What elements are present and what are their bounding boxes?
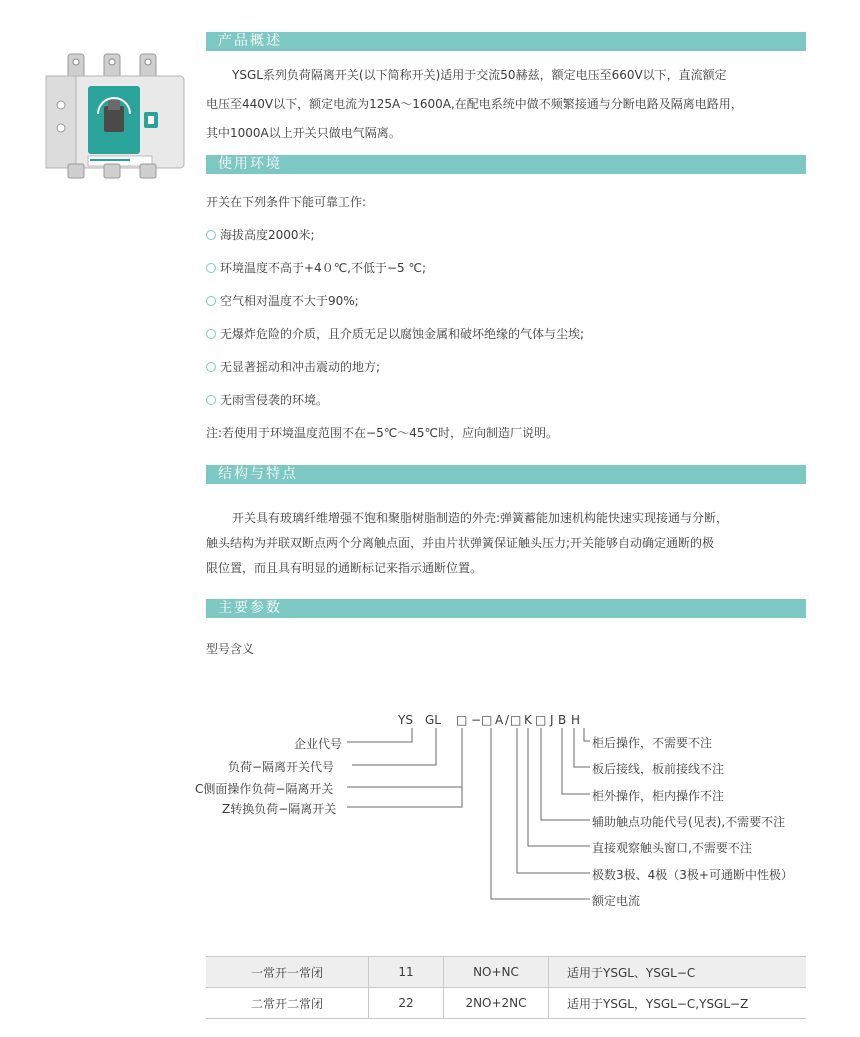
structure-line-1: 开关具有玻璃纤维增强不饱和聚脂树脂制造的外壳:弹簧蓄能加速机构能快速实现接通与分断， [232, 511, 729, 525]
label-rated-current: 额定电流 [592, 894, 641, 908]
code-ys: YS [398, 713, 413, 727]
label-aux-contact: 辅助触点功能代号(见表),不需要不注 [592, 815, 786, 829]
code-k: K [524, 713, 532, 727]
code-box-poles: □ [510, 713, 522, 727]
label-rear-operation: 柜后操作，不需要不注 [592, 736, 713, 750]
overview-line-2: 电压至440V以下，额定电流为125A～1600A,在配电系统中做不频繁接通与分断电路及隔离电路用， [206, 97, 743, 111]
environment-item-text: 无爆炸危险的介质，且介质无足以腐蚀金属和破坏绝缘的气体与尘埃; [220, 327, 585, 341]
label-side-operation: C侧面操作负荷−隔离开关 [195, 782, 334, 796]
code-slash: / [505, 713, 510, 727]
label-poles: 极数3极、4极（3极+可通断中性极） [592, 868, 793, 882]
label-outside-operation: 柜外操作，柜内操作不注 [592, 789, 725, 803]
section-title: 主要参数 [218, 600, 282, 616]
table-cell: 适用于YSGL，YSGL−C,YSGL−Z [549, 988, 807, 1019]
table-cell: 二常开二常闭 [206, 988, 369, 1019]
aux-contact-table [206, 956, 806, 1019]
code-box-current: □ [481, 713, 493, 727]
code-h: H [571, 713, 581, 727]
table-cell: 22 [369, 988, 444, 1019]
section-title: 使用环境 [218, 156, 282, 172]
label-changeover: Z转换负荷−隔离开关 [222, 802, 337, 816]
label-view-window: 直接观察触头窗口,不需要不注 [592, 841, 752, 855]
section-title: 结构与特点 [218, 466, 298, 482]
environment-intro: 开关在下列条件下能可靠工作: [206, 195, 367, 209]
code-box-aux: □ [535, 713, 547, 727]
code-j: J [550, 713, 554, 727]
environment-item-text: 空气相对温度不大于90%; [220, 294, 359, 308]
table-row [206, 988, 806, 1019]
table-cell: 适用于YSGL、YSGL−C [549, 957, 807, 988]
label-company-code: 企业代号 [294, 737, 343, 751]
code-box-frame: □ [456, 713, 468, 727]
code-a: A [495, 713, 504, 727]
label-switch-code: 负荷−隔离开关代号 [228, 760, 335, 774]
structure-line-2: 触头结构为并联双断点两个分离触点面，并由片状弹簧保证触头压力;开关能够自动确定通断的极 [206, 536, 715, 550]
table-cell: 一常开一常闭 [206, 957, 369, 988]
overview-line-1: YSGL系列负荷隔离开关(以下简称开关)适用于交流50赫兹，额定电压至660V以下，直流额定 [232, 68, 727, 82]
section-title: 产品概述 [218, 33, 282, 49]
code-gl: GL [425, 713, 441, 727]
table-cell: 11 [369, 957, 444, 988]
table-cell: 2NO+2NC [444, 988, 549, 1019]
overview-line-3: 其中1000A以上开关只做电气隔离。 [206, 126, 401, 140]
table-row [206, 957, 806, 988]
environment-item-text: 海拔高度2000米; [220, 228, 315, 242]
structure-line-3: 限位置，而且具有明显的通断标记来指示通断位置。 [206, 561, 483, 575]
code-b: B [558, 713, 567, 727]
table-cell: NO+NC [444, 957, 549, 988]
environment-note: 注:若使用于环境温度范围不在−5℃～45℃时，应向制造厂说明。 [206, 426, 558, 440]
label-rear-wiring: 板后接线，板前接线不注 [592, 762, 725, 776]
environment-item-text: 无显著摇动和冲击震动的地方; [220, 360, 381, 374]
environment-item-text: 无雨雪侵袭的环境。 [220, 393, 329, 407]
code-dash: − [471, 713, 482, 727]
model-meaning-label: 型号含义 [206, 642, 255, 656]
environment-item-text: 环境温度不高于+4０℃,不低于−5 ℃; [220, 261, 427, 275]
